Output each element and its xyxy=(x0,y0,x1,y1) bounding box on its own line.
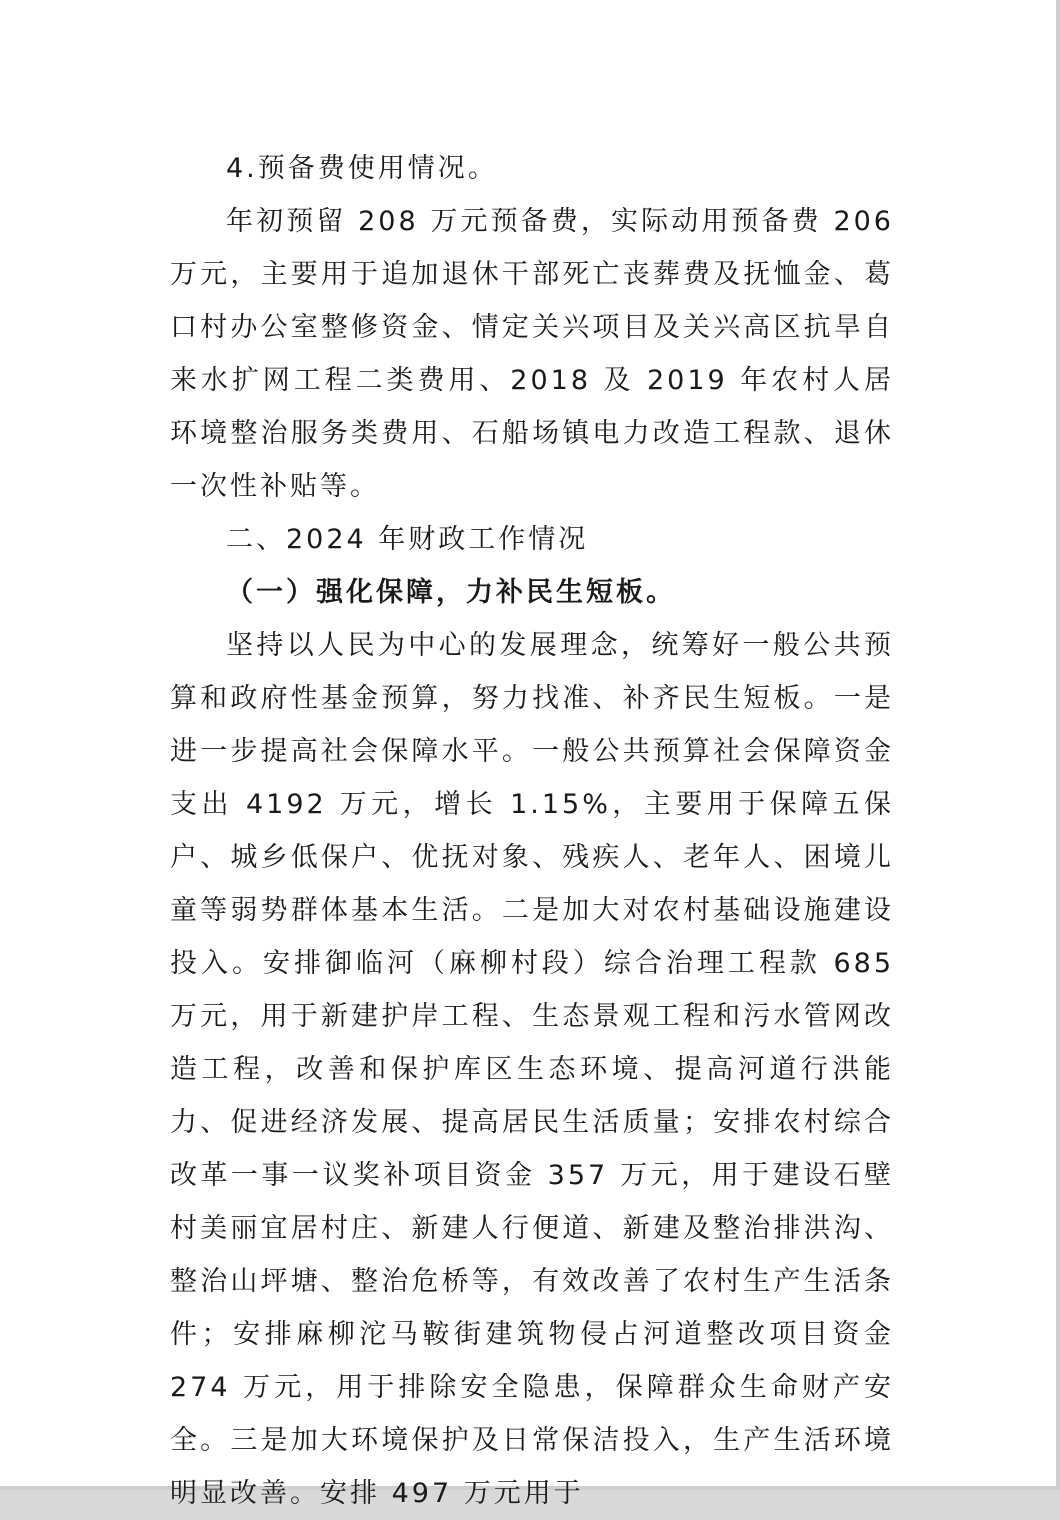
section-heading-2024-work: 二、2024 年财政工作情况 xyxy=(226,524,589,555)
document-body xyxy=(170,142,894,1520)
paragraph-reserve-fund: 年初预留 208 万元预备费，实际动用预备费 206 万元，主要用于追加退休干部死亡丧葬费及抚恤金、葛口村办公室整修资金、情定关兴项目及关兴高区抗旱自来水扩网工程二类费用、2018 及 2019 年农村人居环境整治服务类费用、石船场镇电力改造工程款、退休一次性补贴等。 xyxy=(170,206,894,502)
subsection-heading-guarantee: （一）强化保障，力补民生短板。 xyxy=(226,577,676,608)
section-heading-reserve-fund: 4.预备费使用情况。 xyxy=(226,153,498,184)
paragraph-livelihood: 坚持以人民为中心的发展理念，统筹好一般公共预算和政府性基金预算，努力找准、补齐民生短板。一是进一步提高社会保障水平。一般公共预算社会保障资金支出 4192 万元，增长 1.15%，主要用于保障五保户、城乡低保户、优抚对象、残疾人、老年人、困境儿童等弱势群体基本生活。二是加大对农村基础设施建设投入。安排御临河（麻柳村段）综合治理工程款 685 万元，用于新建护岸工程、生态景观工程和污水管网改造工程，改善和保护库区生态环境、提高河道行洪能力、促进经济发展、提高居民生活质量；安排农村综合改革一事一议奖补项目资金 357 万元，用于建设石壁村美丽宜居村庄、新建人行便道、新建及整治排洪沟、整治山坪塘、整治危桥等，有效改善了农村生产生活条件；安排麻柳沱马鞍街建筑物侵占河道整改项目资金 274 万元，用于排除安全隐患，保障群众生命财产安全。三是加大环境保护及日常保洁投入，生产生活环境明显改善。安排 497 万元用于 xyxy=(170,630,894,1509)
